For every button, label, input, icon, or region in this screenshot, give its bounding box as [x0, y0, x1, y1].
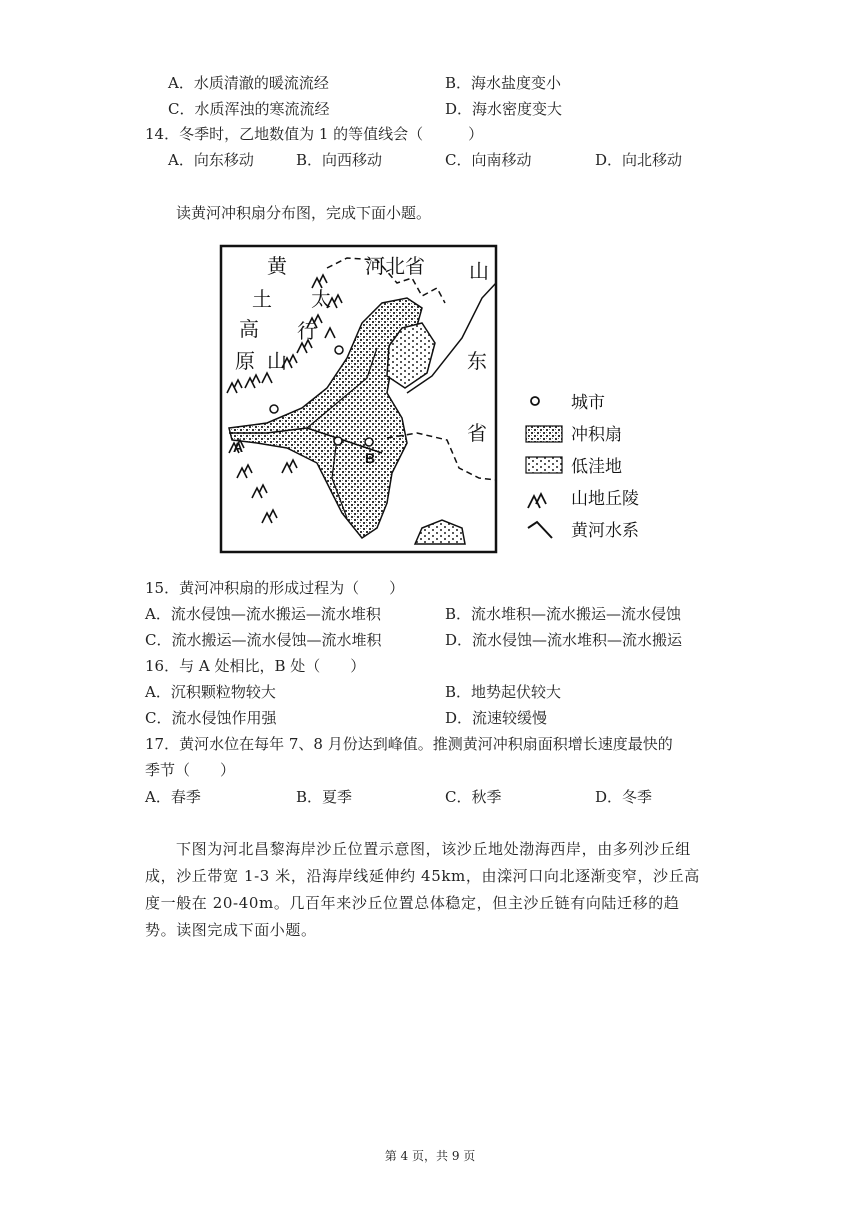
q15-option-d: D．流水侵蚀—流水堆积—流水搬运 [445, 631, 683, 649]
legend-city-icon [531, 397, 539, 405]
label-huang: 黄 [267, 256, 287, 278]
label-gao: 高 [239, 319, 259, 341]
q17-stem-line1: 17．黄河水位在每年 7、8 月份达到峰值。推测黄河冲积扇面积增长速度最快的 [145, 735, 673, 753]
legend-city-label: 城市 [571, 393, 605, 412]
label-shan: 山 [267, 351, 287, 373]
q17-option-b: B．夏季 [296, 788, 353, 806]
label-hebei: 河北省 [365, 256, 425, 278]
legend [526, 393, 639, 540]
q16-option-c: C．流水侵蚀作用强 [145, 709, 277, 727]
legend-hill-icon [528, 494, 546, 508]
label-shandong-3: 省 [467, 423, 487, 445]
legend-river-icon [528, 522, 552, 538]
city-marker-1 [335, 346, 343, 354]
label-shandong-1: 山 [469, 261, 489, 283]
label-point-a: A [233, 439, 244, 455]
q15-stem: 15．黄河冲积扇的形成过程为（ ） [145, 579, 405, 597]
city-marker-4 [365, 438, 373, 446]
q13-option-a: A．水质清澈的暖流流经 [168, 74, 329, 92]
q17-option-c: C．秋季 [445, 788, 502, 806]
legend-low-icon [526, 457, 562, 473]
q14-option-c: C．向南移动 [445, 151, 532, 169]
label-hang: 行 [297, 321, 317, 343]
q17-option-d: D．冬季 [595, 788, 653, 806]
dune-intro-line4: 势。读图完成下面小题。 [145, 921, 317, 939]
q16-option-a: A．沉积颗粒物较大 [145, 683, 276, 701]
q13-option-c: C．水质浑浊的寒流流经 [168, 100, 330, 118]
q15-option-b: B．流水堆积—流水搬运—流水侵蚀 [445, 605, 682, 623]
legend-low-label: 低洼地 [571, 457, 622, 476]
label-yuan: 原 [235, 351, 255, 373]
label-tu: 土 [252, 289, 272, 311]
yellow-river-fan-map [207, 228, 692, 558]
legend-river-label: 黄河水系 [571, 521, 639, 540]
q17-option-a: A．春季 [145, 788, 201, 806]
q15-option-c: C．流水搬运—流水侵蚀—流水堆积 [145, 631, 382, 649]
label-shandong-2: 东 [467, 351, 487, 373]
q16-option-d: D．流速较缓慢 [445, 709, 548, 727]
dune-intro-line2: 成，沙丘带宽 1-3 米，沿海岸线延伸约 45km，由滦河口向北逐渐变窄，沙丘高 [145, 867, 700, 885]
legend-fan-label: 冲积扇 [571, 425, 622, 444]
label-tai: 太 [311, 289, 331, 311]
q17-stem-line2: 季节（ ） [145, 761, 236, 779]
q14-option-a: A．向东移动 [168, 151, 254, 169]
q16-option-b: B．地势起伏较大 [445, 683, 562, 701]
q16-stem: 16．与 A 处相比，B 处（ ） [145, 657, 366, 675]
city-marker-3 [334, 437, 342, 445]
q14-stem: 14．冬季时，乙地数值为 1 的等值线会（ ） [145, 125, 484, 143]
q13-option-b: B．海水盐度变小 [445, 74, 562, 92]
dune-intro-line1: 下图为河北昌黎海岸沙丘位置示意图，该沙丘地处渤海西岸，由多列沙丘组 [176, 840, 691, 858]
q15-option-a: A．流水侵蚀—流水搬运—流水堆积 [145, 605, 381, 623]
map-intro: 读黄河冲积扇分布图，完成下面小题。 [176, 204, 432, 222]
city-marker-2 [270, 405, 278, 413]
page-footer: 第 4 页，共 9 页 [384, 1149, 476, 1163]
legend-fan-icon [526, 426, 562, 442]
q14-option-b: B．向西移动 [296, 151, 383, 169]
q13-option-d: D．海水密度变大 [445, 100, 563, 118]
label-point-b: B [365, 450, 376, 466]
dune-intro-line3: 度一般在 20-40m。几百年来沙丘位置总体稳定，但主沙丘链有向陆迁移的趋 [145, 894, 680, 912]
q14-option-d: D．向北移动 [595, 151, 683, 169]
legend-hill-label: 山地丘陵 [571, 489, 639, 508]
